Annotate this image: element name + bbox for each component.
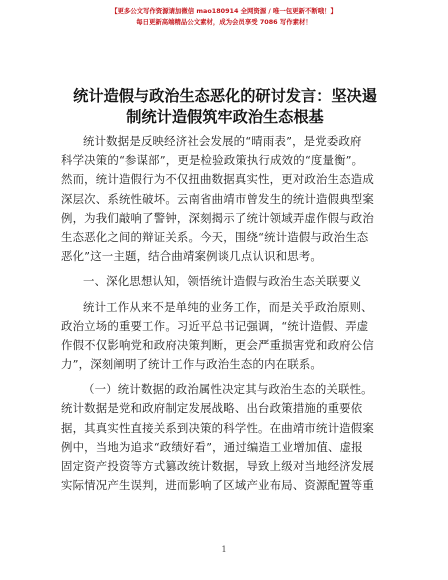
body-line: 政治立场的重要工作。习近平总书记强调，“统计造假、弄虚 xyxy=(61,318,369,333)
body-line: 科学决策的“参谋部”，更是检验政策执行成效的“度量衡”。 xyxy=(61,153,364,168)
body-line: 力”，深刻阐明了统计工作与政治生态的内在联系。 xyxy=(61,357,323,372)
body-line: 例，为我们敲响了警钟，深刻揭示了统计领域弄虚作假与政治 xyxy=(61,210,374,225)
body-line: 统计数据是反映经济社会发展的“晴雨表”，是党委政府 xyxy=(83,134,362,148)
header-banner xyxy=(0,6,448,28)
body-line: 固定资产投资等方式篡改统计数据，导致上级对当地经济发展 xyxy=(61,459,374,473)
body-line: 实际情况产生误判，进而影响了区域产业布局、资源配置等重 xyxy=(61,478,374,493)
body-line: 据，其真实性直接关系到决策的科学性。在曲靖市统计造假案 xyxy=(61,420,374,435)
page-number: 1 xyxy=(221,545,227,554)
subsection-heading: （一）统计数据的政治属性决定其与政治生态的关联性。 xyxy=(83,382,373,397)
body-line: 统计数据是党和政府制定发展战略、出台政策措施的重要依 xyxy=(61,401,363,416)
body-line: 生态恶化之间的辩证关系。今天，围绕“统计造假与政治生态 xyxy=(61,229,369,244)
title-line-1: 统计造假与政治生态恶化的研讨发言：坚决遏 xyxy=(73,87,377,105)
banner-line-2: 每日更新高端精品公文素材，成为会员享受 7086 写作素材！ xyxy=(136,18,312,26)
body-line: 作假不仅影响党和政府决策判断，更会严重损害党和政府公信 xyxy=(61,337,374,352)
body-line: 然而，统计造假行为不仅扭曲数据真实性，更对政治生态造成 xyxy=(61,172,374,187)
body-line: 恶化”这一主题，结合曲靖案例谈几点认识和思考。 xyxy=(61,249,323,264)
body-line: 例中，当地为追求“政绩好看”，通过编造工业增加值、虚报 xyxy=(61,439,363,454)
body-line: 深层次、系统性破坏。云南省曲靖市曾发生的统计造假典型案 xyxy=(61,191,374,206)
title-line-2: 制统计造假筑牢政治生态根基 xyxy=(126,108,324,126)
body-line: 统计工作从来不是单纯的业务工作，而是关乎政治原则、 xyxy=(83,299,373,314)
section-heading: 一、深化思想认知，领悟统计造假与政治生态关联要义 xyxy=(83,274,362,289)
banner-line-1: 【更多公文写作资源请加微信 mao180914 全网资源 / 唯一包更新不断哦！】 xyxy=(111,7,337,15)
document-body xyxy=(61,132,387,495)
document-title xyxy=(60,86,390,128)
